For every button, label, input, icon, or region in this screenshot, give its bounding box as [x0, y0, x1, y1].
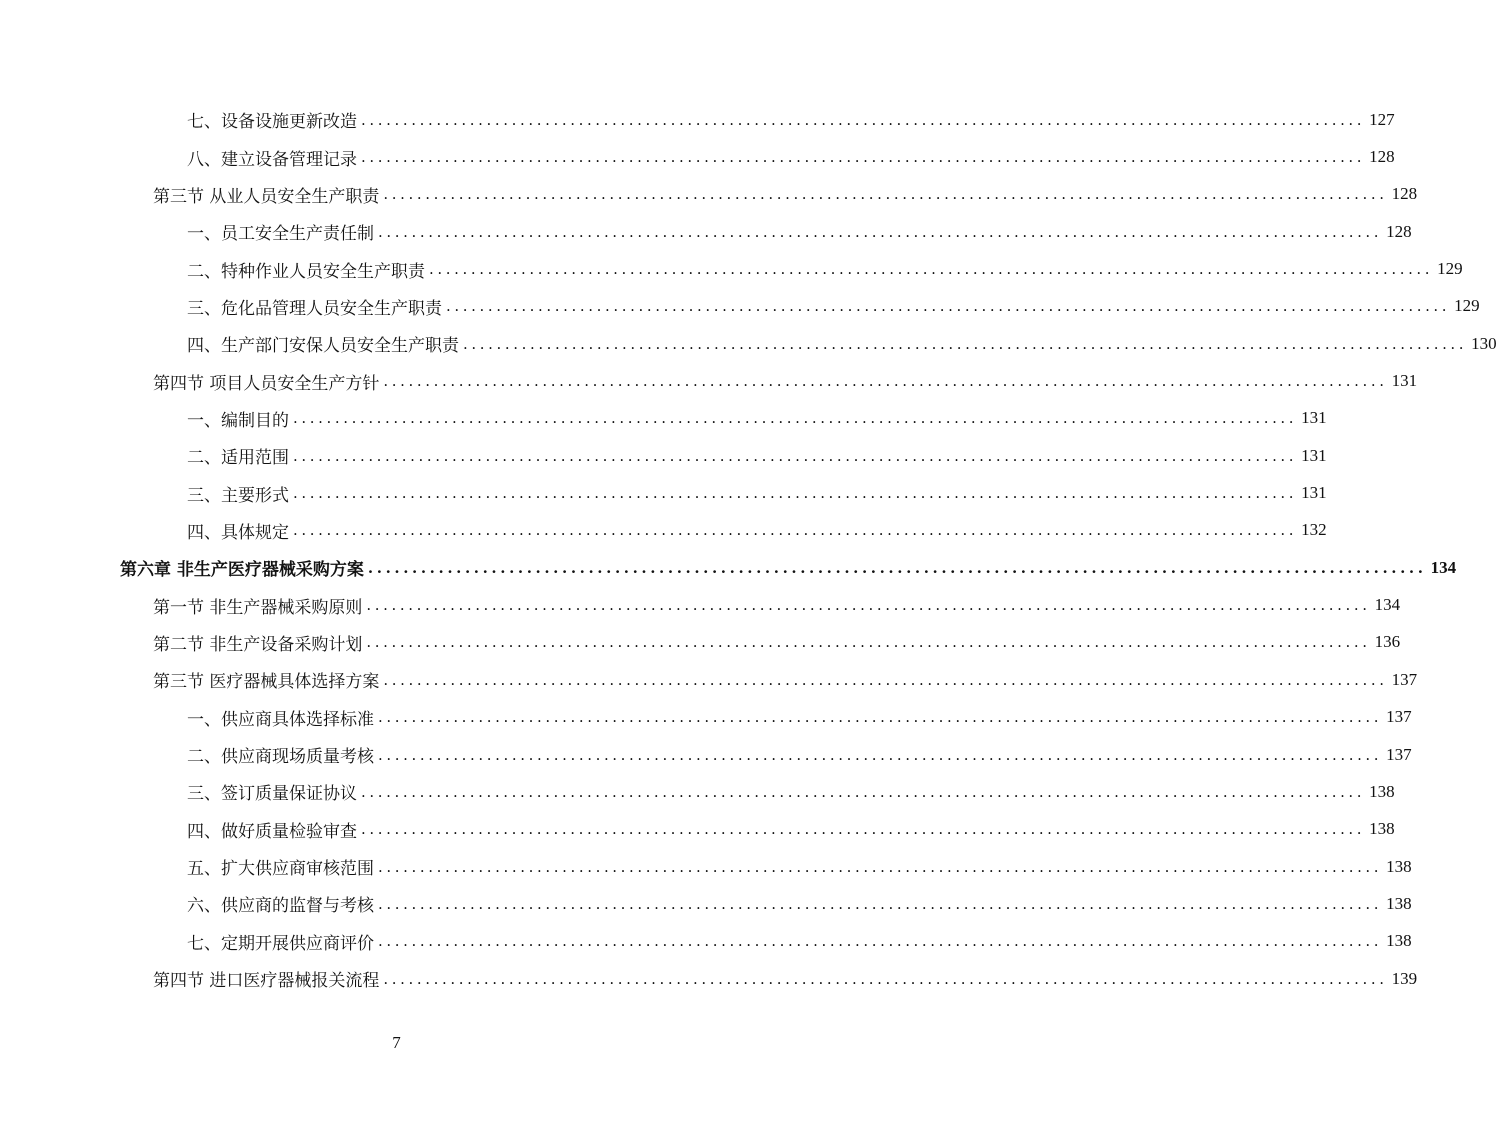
toc-entry-title: 第一节 非生产器械采购原则: [153, 593, 366, 618]
toc-entry-title: 三、危化品管理人员安全生产职责: [187, 294, 446, 319]
dot-leader: ........................................................................................................................: [429, 260, 1434, 279]
toc-entry-title: 三、签订质量保证协议: [187, 779, 361, 804]
toc-entry-title: 七、设备设施更新改造: [187, 107, 361, 132]
toc-entry-title: 第二节 非生产设备采购计划: [153, 630, 366, 655]
toc-section-entry[interactable]: [0, 176, 1418, 213]
toc-entry-title: 二、适用范围: [187, 443, 293, 468]
dot-leader: ........................................................................................................................: [378, 932, 1383, 951]
toc-entry-title: 一、编制目的: [187, 406, 293, 431]
toc-entry-page: 136: [1374, 632, 1401, 652]
toc-subsection-entry[interactable]: [0, 512, 1327, 549]
toc-entry-page: 138: [1386, 856, 1412, 876]
toc-entry-page: 131: [1301, 445, 1327, 465]
toc-entry-page: 131: [1301, 408, 1327, 428]
toc-entry-page: 129: [1437, 259, 1463, 279]
dot-leader: ........................................................................................................................: [361, 782, 1366, 801]
toc-subsection-entry[interactable]: [0, 699, 1412, 736]
dot-leader: ........................................................................................................................: [378, 857, 1383, 876]
toc-entry-title: 第三节 医疗器械具体选择方案: [153, 667, 383, 692]
toc-entry-page: 128: [1369, 147, 1395, 167]
toc-subsection-entry[interactable]: [0, 101, 1395, 138]
dot-leader: ........................................................................................................................: [361, 110, 1366, 129]
toc-entry-title: 三、主要形式: [187, 481, 293, 506]
toc-entry-title: 第六章 非生产医疗器械采购方案: [120, 555, 368, 580]
toc-entry-page: 134: [1430, 557, 1457, 577]
toc-subsection-entry[interactable]: [0, 773, 1395, 810]
toc-subsection-entry[interactable]: [0, 213, 1412, 250]
dot-leader: ........................................................................................................................: [293, 446, 1298, 465]
dot-leader: ........................................................................................................................: [293, 409, 1298, 428]
dot-leader: ........................................................................................................................: [293, 484, 1298, 503]
toc-subsection-entry[interactable]: [0, 250, 1463, 287]
dot-leader: ........................................................................................................................: [366, 596, 1371, 615]
toc-entry-title: 四、具体规定: [187, 518, 293, 543]
toc-subsection-entry[interactable]: [0, 736, 1412, 773]
toc-entry-title: 二、供应商现场质量考核: [187, 742, 378, 767]
toc-entry-page: 138: [1386, 893, 1412, 913]
toc-subsection-entry[interactable]: [0, 400, 1327, 437]
toc-entry-title: 第四节 进口医疗器械报关流程: [153, 966, 383, 991]
toc-entry-page: 130: [1471, 333, 1497, 353]
toc-entry-page: 137: [1386, 707, 1412, 727]
dot-leader: ........................................................................................................................: [367, 558, 1427, 577]
toc-subsection-entry[interactable]: [0, 474, 1327, 511]
dot-leader: ........................................................................................................................: [378, 745, 1383, 764]
toc-subsection-entry[interactable]: [0, 811, 1395, 848]
dot-leader: ........................................................................................................................: [378, 894, 1383, 913]
toc-entry-title: 五、扩大供应商审核范围: [187, 854, 378, 879]
dot-leader: ........................................................................................................................: [383, 185, 1388, 204]
dot-leader: ........................................................................................................................: [361, 148, 1366, 167]
toc-entry-page: 127: [1369, 109, 1395, 129]
toc-subsection-entry[interactable]: [0, 848, 1412, 885]
dot-leader: ........................................................................................................................: [446, 297, 1451, 316]
toc-entry-page: 134: [1374, 595, 1401, 615]
toc-entry-title: 第四节 项目人员安全生产方针: [153, 369, 383, 394]
toc-entry-page: 138: [1369, 781, 1395, 801]
toc-section-entry[interactable]: [0, 624, 1401, 661]
toc-subsection-entry[interactable]: [0, 325, 1497, 362]
toc-subsection-entry[interactable]: [0, 437, 1327, 474]
toc-section-entry[interactable]: [0, 362, 1418, 399]
toc-entry-title: 第三节 从业人员安全生产职责: [153, 182, 383, 207]
toc-chapter-entry[interactable]: [0, 549, 1457, 586]
dot-leader: ........................................................................................................................: [383, 670, 1388, 689]
toc-entry-page: 137: [1391, 669, 1418, 689]
dot-leader: ........................................................................................................................: [378, 222, 1383, 241]
dot-leader: ........................................................................................................................: [383, 372, 1388, 391]
toc-entry-title: 六、供应商的监督与考核: [187, 891, 378, 916]
toc-entry-page: 128: [1391, 184, 1418, 204]
toc-entry-page: 137: [1386, 744, 1412, 764]
dot-leader: ........................................................................................................................: [361, 820, 1366, 839]
toc-entry-page: 139: [1391, 968, 1418, 988]
toc-entry-title: 二、特种作业人员安全生产职责: [187, 257, 429, 282]
dot-leader: ........................................................................................................................: [366, 633, 1371, 652]
toc-entry-page: 138: [1386, 931, 1412, 951]
toc-entry-page: 132: [1301, 520, 1327, 540]
toc-entry-page: 131: [1391, 371, 1418, 391]
dot-leader: ........................................................................................................................: [383, 969, 1388, 988]
toc-section-entry[interactable]: [0, 586, 1401, 623]
toc-entry-title: 一、员工安全生产责任制: [187, 219, 378, 244]
toc-subsection-entry[interactable]: [0, 288, 1480, 325]
page-number: 7: [392, 1033, 401, 1052]
toc-entry-page: 129: [1454, 296, 1480, 316]
toc-entry-page: 138: [1369, 819, 1395, 839]
toc-entry-page: 128: [1386, 221, 1412, 241]
toc-entry-title: 一、供应商具体选择标准: [187, 705, 378, 730]
table-of-contents: [0, 101, 1497, 997]
dot-leader: ........................................................................................................................: [378, 708, 1383, 727]
toc-entry-title: 七、定期开展供应商评价: [187, 929, 378, 954]
toc-entry-title: 八、建立设备管理记录: [187, 145, 361, 170]
toc-subsection-entry[interactable]: [0, 923, 1412, 960]
toc-section-entry[interactable]: [0, 661, 1418, 698]
dot-leader: ........................................................................................................................: [463, 334, 1468, 353]
toc-subsection-entry[interactable]: [0, 885, 1412, 922]
toc-entry-page: 131: [1301, 483, 1327, 503]
toc-section-entry[interactable]: [0, 960, 1418, 997]
toc-entry-title: 四、生产部门安保人员安全生产职责: [187, 331, 463, 356]
dot-leader: ........................................................................................................................: [293, 521, 1298, 540]
toc-subsection-entry[interactable]: [0, 138, 1395, 175]
toc-entry-title: 四、做好质量检验审查: [187, 817, 361, 842]
